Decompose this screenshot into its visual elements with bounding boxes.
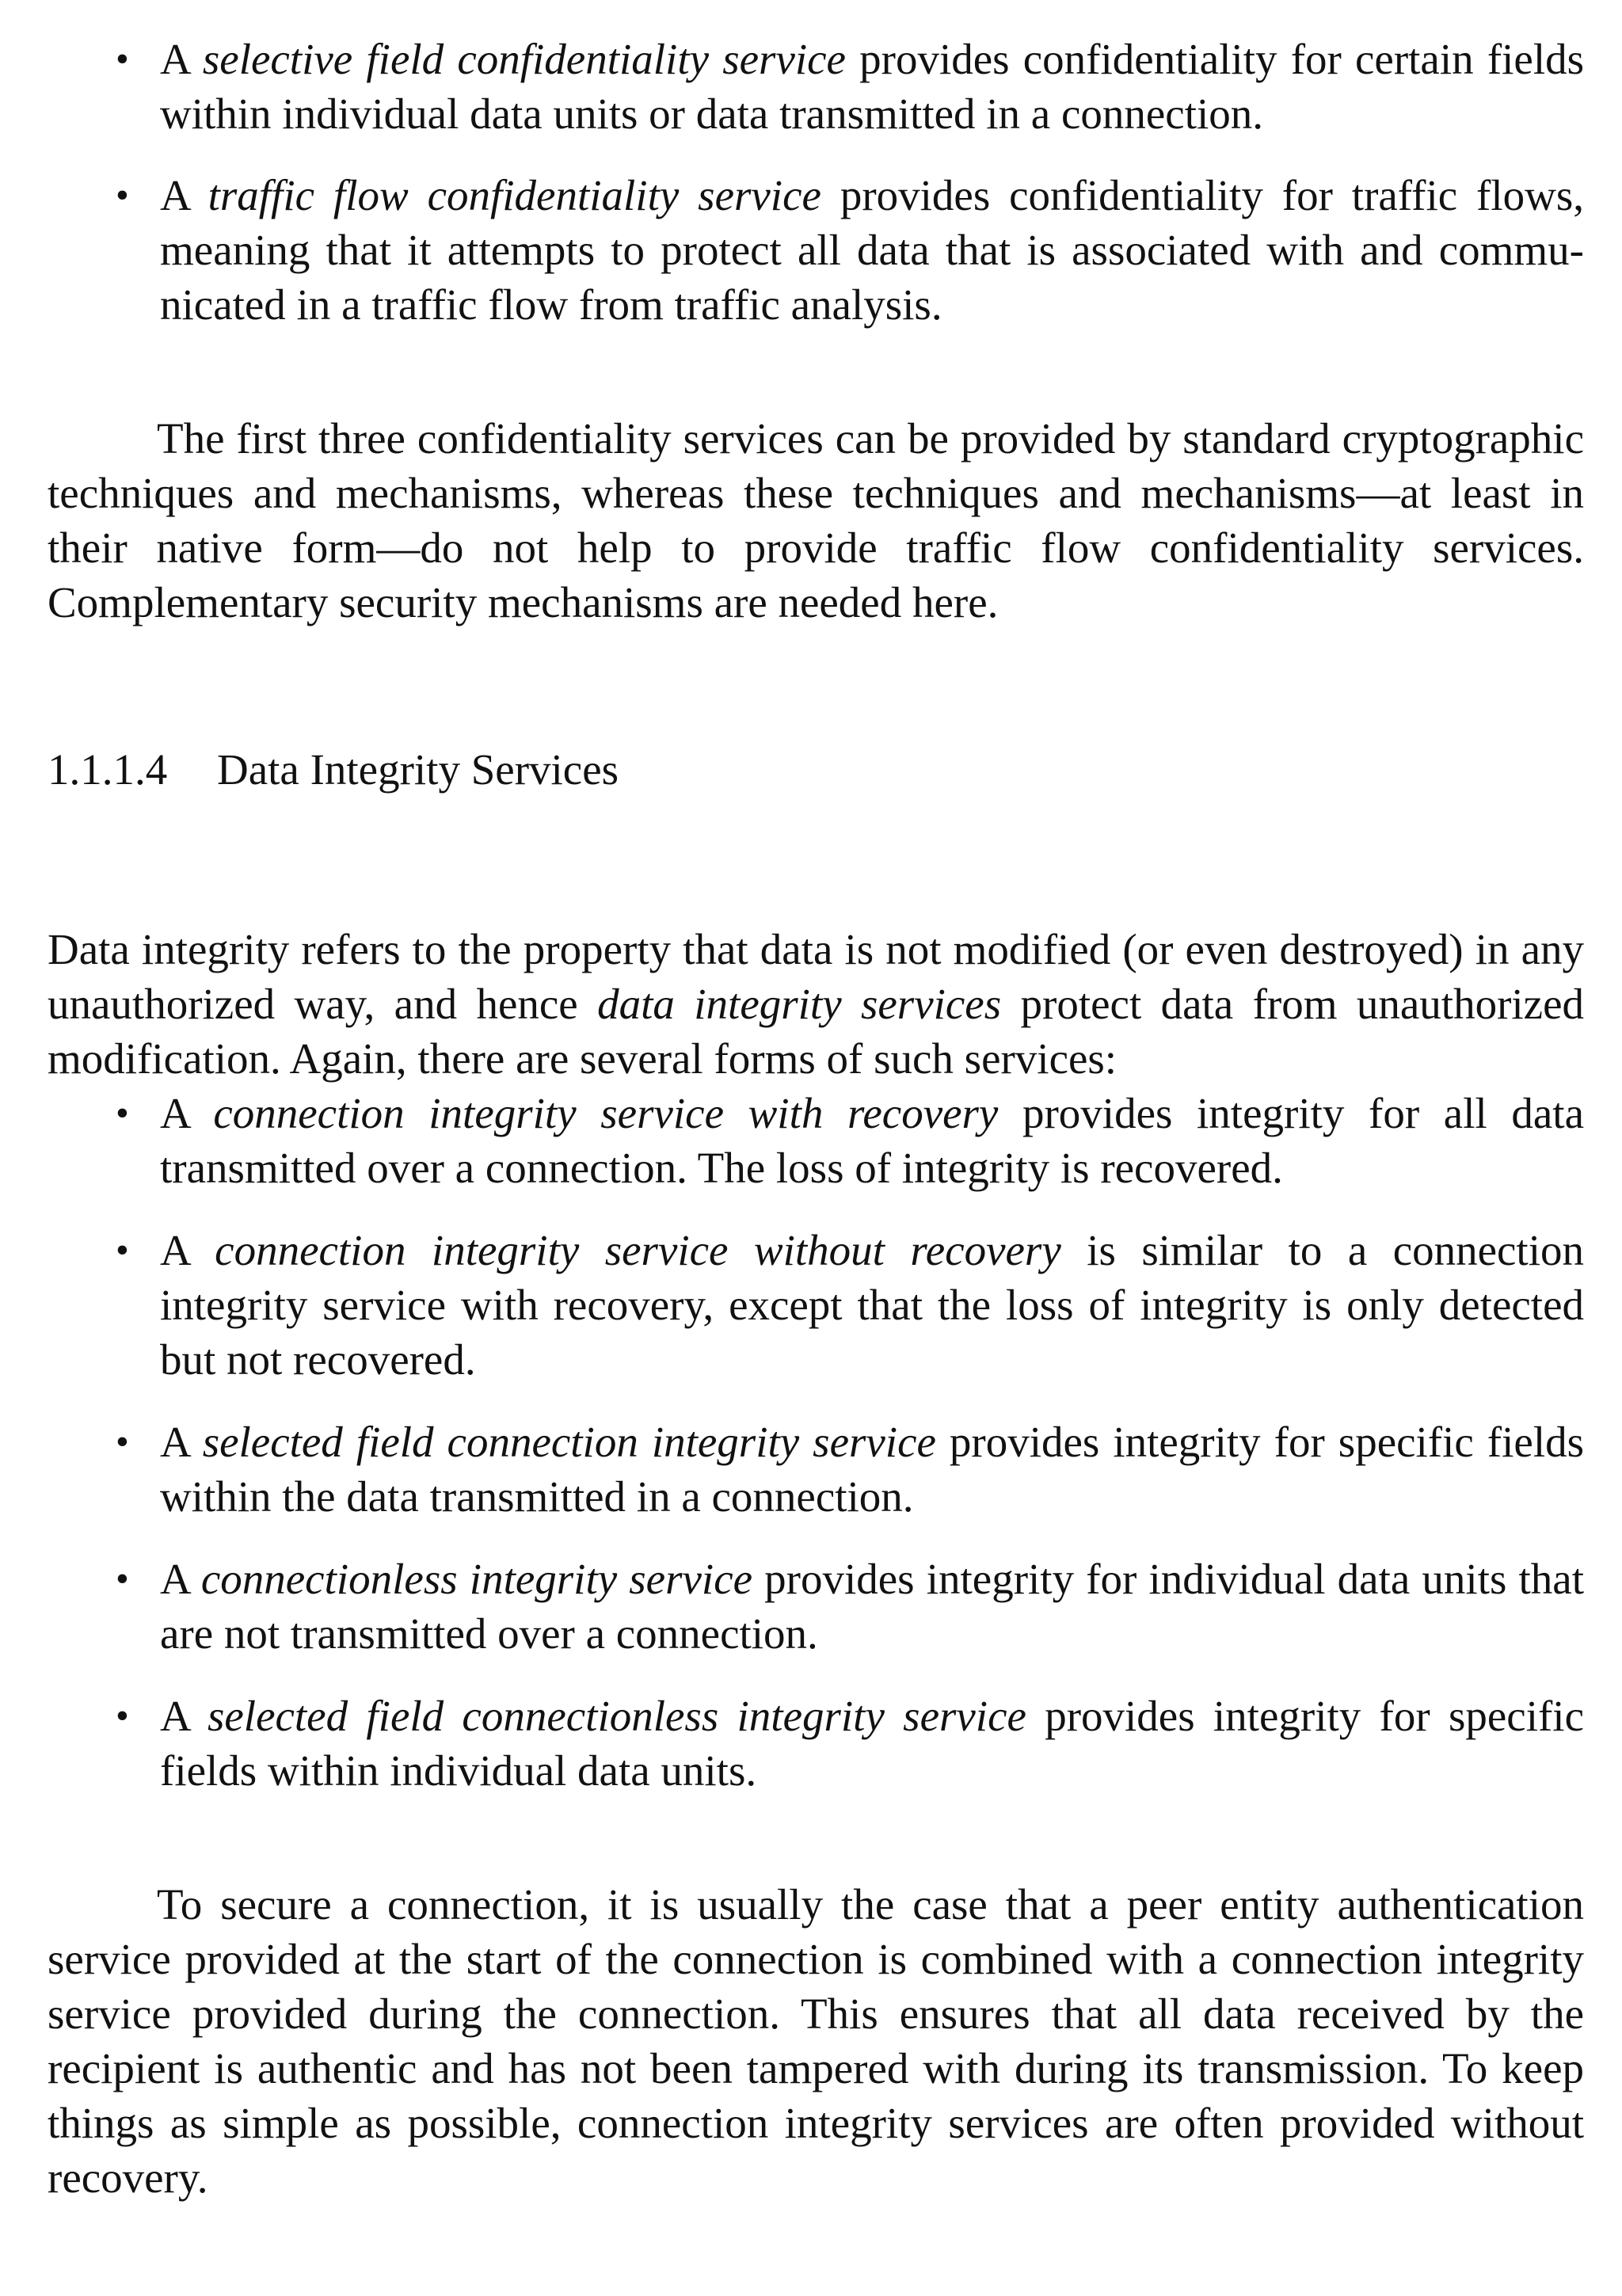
service-term: traffic flow confidentiality service — [208, 171, 821, 219]
bullet-prefix: A — [160, 1555, 201, 1603]
list-item — [48, 1086, 1584, 1195]
section-number: 1.1.1.4 — [48, 745, 168, 794]
bullet-prefix: A — [160, 171, 208, 219]
list-item — [48, 1552, 1584, 1661]
service-term: selected field connectionless integrity service — [207, 1692, 1026, 1740]
service-term: selected field connection integrity service — [202, 1418, 936, 1466]
intro-text-before: Data integrity refers to the property that data is not modified (or even destroyed) in any unauthorized way, and hence — [48, 925, 1584, 1028]
list-item — [48, 32, 1584, 141]
bullet-description: is similar to a connection integrity service with recovery, except that the loss of integrity is only detected but not recovered. — [160, 1226, 1584, 1384]
closing-paragraph: To secure a connection, it is usually the case that a peer entity authentication service provided at the start of the connection is combined with a connection integrity service provided during the connection. This ensures that all data received by the recipient is authentic and has not been tampered with during its transmission. To keep things as simple as possible, connection integrity services are often provided without recovery. — [48, 1880, 1584, 2202]
intro-term: data integrity services — [597, 980, 1002, 1028]
bullet-description: provides integrity for all data transmitted over a connection. The loss of integrity is recovered. — [160, 1089, 1585, 1192]
bullet-prefix: A — [160, 1089, 214, 1137]
service-term: connection integrity service with recovery — [213, 1089, 999, 1137]
bullet-icon: • — [116, 174, 129, 216]
bullet-icon: • — [116, 38, 129, 80]
bullet-icon: • — [116, 1695, 129, 1737]
confidentiality-service-list — [48, 32, 1584, 332]
bullet-description: provides confidentiality for traffic flows, meaning that it attempts to protect all data that is associated with and communicated in a traffic flow from traffic analysis. — [160, 171, 1585, 329]
bullet-description: provides integrity for individual data units that are not transmitted over a connection. — [160, 1555, 1584, 1658]
bullet-icon: • — [116, 1558, 129, 1600]
integrity-intro-paragraph — [48, 922, 1584, 1086]
service-term: selective field confidentiality service — [202, 35, 846, 83]
bullet-description: provides integrity for specific fields within the data transmitted in a connection. — [160, 1418, 1584, 1521]
bullet-icon: • — [116, 1092, 129, 1134]
bullet-description: provides integrity for specific fields within individual data units. — [160, 1692, 1584, 1795]
bullet-icon: • — [116, 1229, 129, 1271]
confidentiality-paragraph: The first three confidentiality services can be provided by standard cryptographic techniques and mechanisms, whereas these techniques and mechanisms—at least in their native form—do not help to provide traffic flow confidentiality services. Complementary security mechanisms are needed here. — [48, 414, 1584, 626]
list-item — [48, 1223, 1584, 1387]
bullet-prefix: A — [160, 1418, 203, 1466]
service-term: connection integrity service without recovery — [215, 1226, 1061, 1274]
bullet-prefix: A — [160, 1692, 208, 1740]
section-heading — [48, 742, 1584, 797]
list-item — [48, 1689, 1584, 1798]
bullet-prefix: A — [160, 1226, 215, 1274]
list-item — [48, 168, 1584, 332]
bullet-prefix: A — [160, 35, 203, 83]
integrity-service-list — [48, 1086, 1584, 1798]
list-item — [48, 1415, 1584, 1524]
service-term: connectionless integrity service — [200, 1555, 753, 1603]
bullet-description: provides confidentiality for certain fields within individual data units or data transmitted in a connection. — [160, 35, 1585, 138]
intro-text-after: protect data from unauthorized modification. Again, there are several forms of such services: — [48, 980, 1584, 1083]
bullet-icon: • — [116, 1421, 129, 1463]
document-page — [48, 32, 1584, 2205]
section-title: Data Integrity Services — [217, 745, 619, 794]
